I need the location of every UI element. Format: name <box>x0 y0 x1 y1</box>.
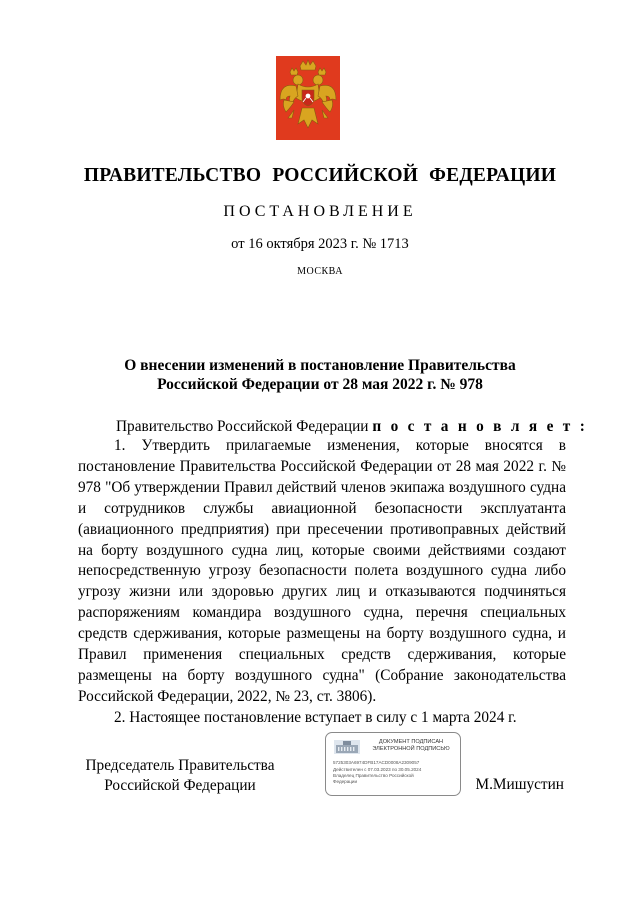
heading-line-1: О внесении изменений в постановление Правительства <box>124 357 516 374</box>
coat-of-arms-icon <box>276 56 340 140</box>
document-type: ПОСТАНОВЛЕНИЕ <box>223 203 417 220</box>
preamble <box>116 418 588 436</box>
government-title: ПРАВИТЕЛЬСТВО РОССИЙСКОЙ ФЕДЕРАЦИИ <box>83 165 557 186</box>
signatory-position-line-1: Председатель Правительства <box>85 757 275 774</box>
esign-owner-line-2: Федерации <box>333 779 358 784</box>
esign-caption-line-1: ДОКУМЕНТ ПОДПИСАН <box>378 739 444 745</box>
electronic-signature-stamp <box>325 732 461 796</box>
esign-caption <box>364 739 458 753</box>
esign-caption-line-2: ЭЛЕКТРОННОЙ ПОДПИСЬЮ <box>372 746 450 752</box>
signatory-name: М.Мишустин <box>475 776 564 793</box>
document-body <box>78 436 566 729</box>
esign-certificate: 5725303A6974DFB17ACD0008A2309057 <box>333 760 420 765</box>
body-item-1: 1. Утвердить прилагаемые изменения, которые вносятся в постановление Правительства Российской Федерации от 28 мая 2022 г. № 978 "Об утверждении Правил действий членов экипажа воздушного судна и сотрудников службы авиационной безопасности эксплуатанта (авиационного предприятия) при пресечении противоправных действий на борту воздушного судна лиц, которые своими действиями создают непосредственную угрозу безопасности полета воздушного судна либо угрозу жизни или здоровью других лиц и отказываются подчиняться распоряжениям командира воздушного судна, перечня специальных средств сдерживания, которые размещены на борту воздушного судна, и Правил применения специальных средств сдерживания, которые размещены на борту воздушного судна" (Собрание законодательства Российской Федерации, 2022, № 23, ст. 3806). <box>78 437 566 705</box>
signatory-position-line-2: Российской Федерации <box>104 777 256 794</box>
document-heading <box>80 356 560 394</box>
decree-word: п о с т а н о в л я е т : <box>372 418 588 435</box>
esign-validity: Действителен с 07.03.2023 по 30.05.2024 <box>333 767 422 772</box>
body-item-2: 2. Настоящее постановление вступает в силу с 1 марта 2024 г. <box>114 708 517 726</box>
government-building-icon <box>334 740 360 754</box>
document-city: МОСКВА <box>297 266 343 277</box>
preamble-subject: Правительство Российской Федерации <box>116 418 373 435</box>
heading-line-2: Российской Федерации от 28 мая 2022 г. № 978 <box>157 376 483 393</box>
esign-owner-line-1: Владелец Правительство Российской <box>333 773 414 778</box>
document-date-number: от 16 октября 2023 г. № 1713 <box>231 236 409 252</box>
signatory-position <box>80 756 280 796</box>
